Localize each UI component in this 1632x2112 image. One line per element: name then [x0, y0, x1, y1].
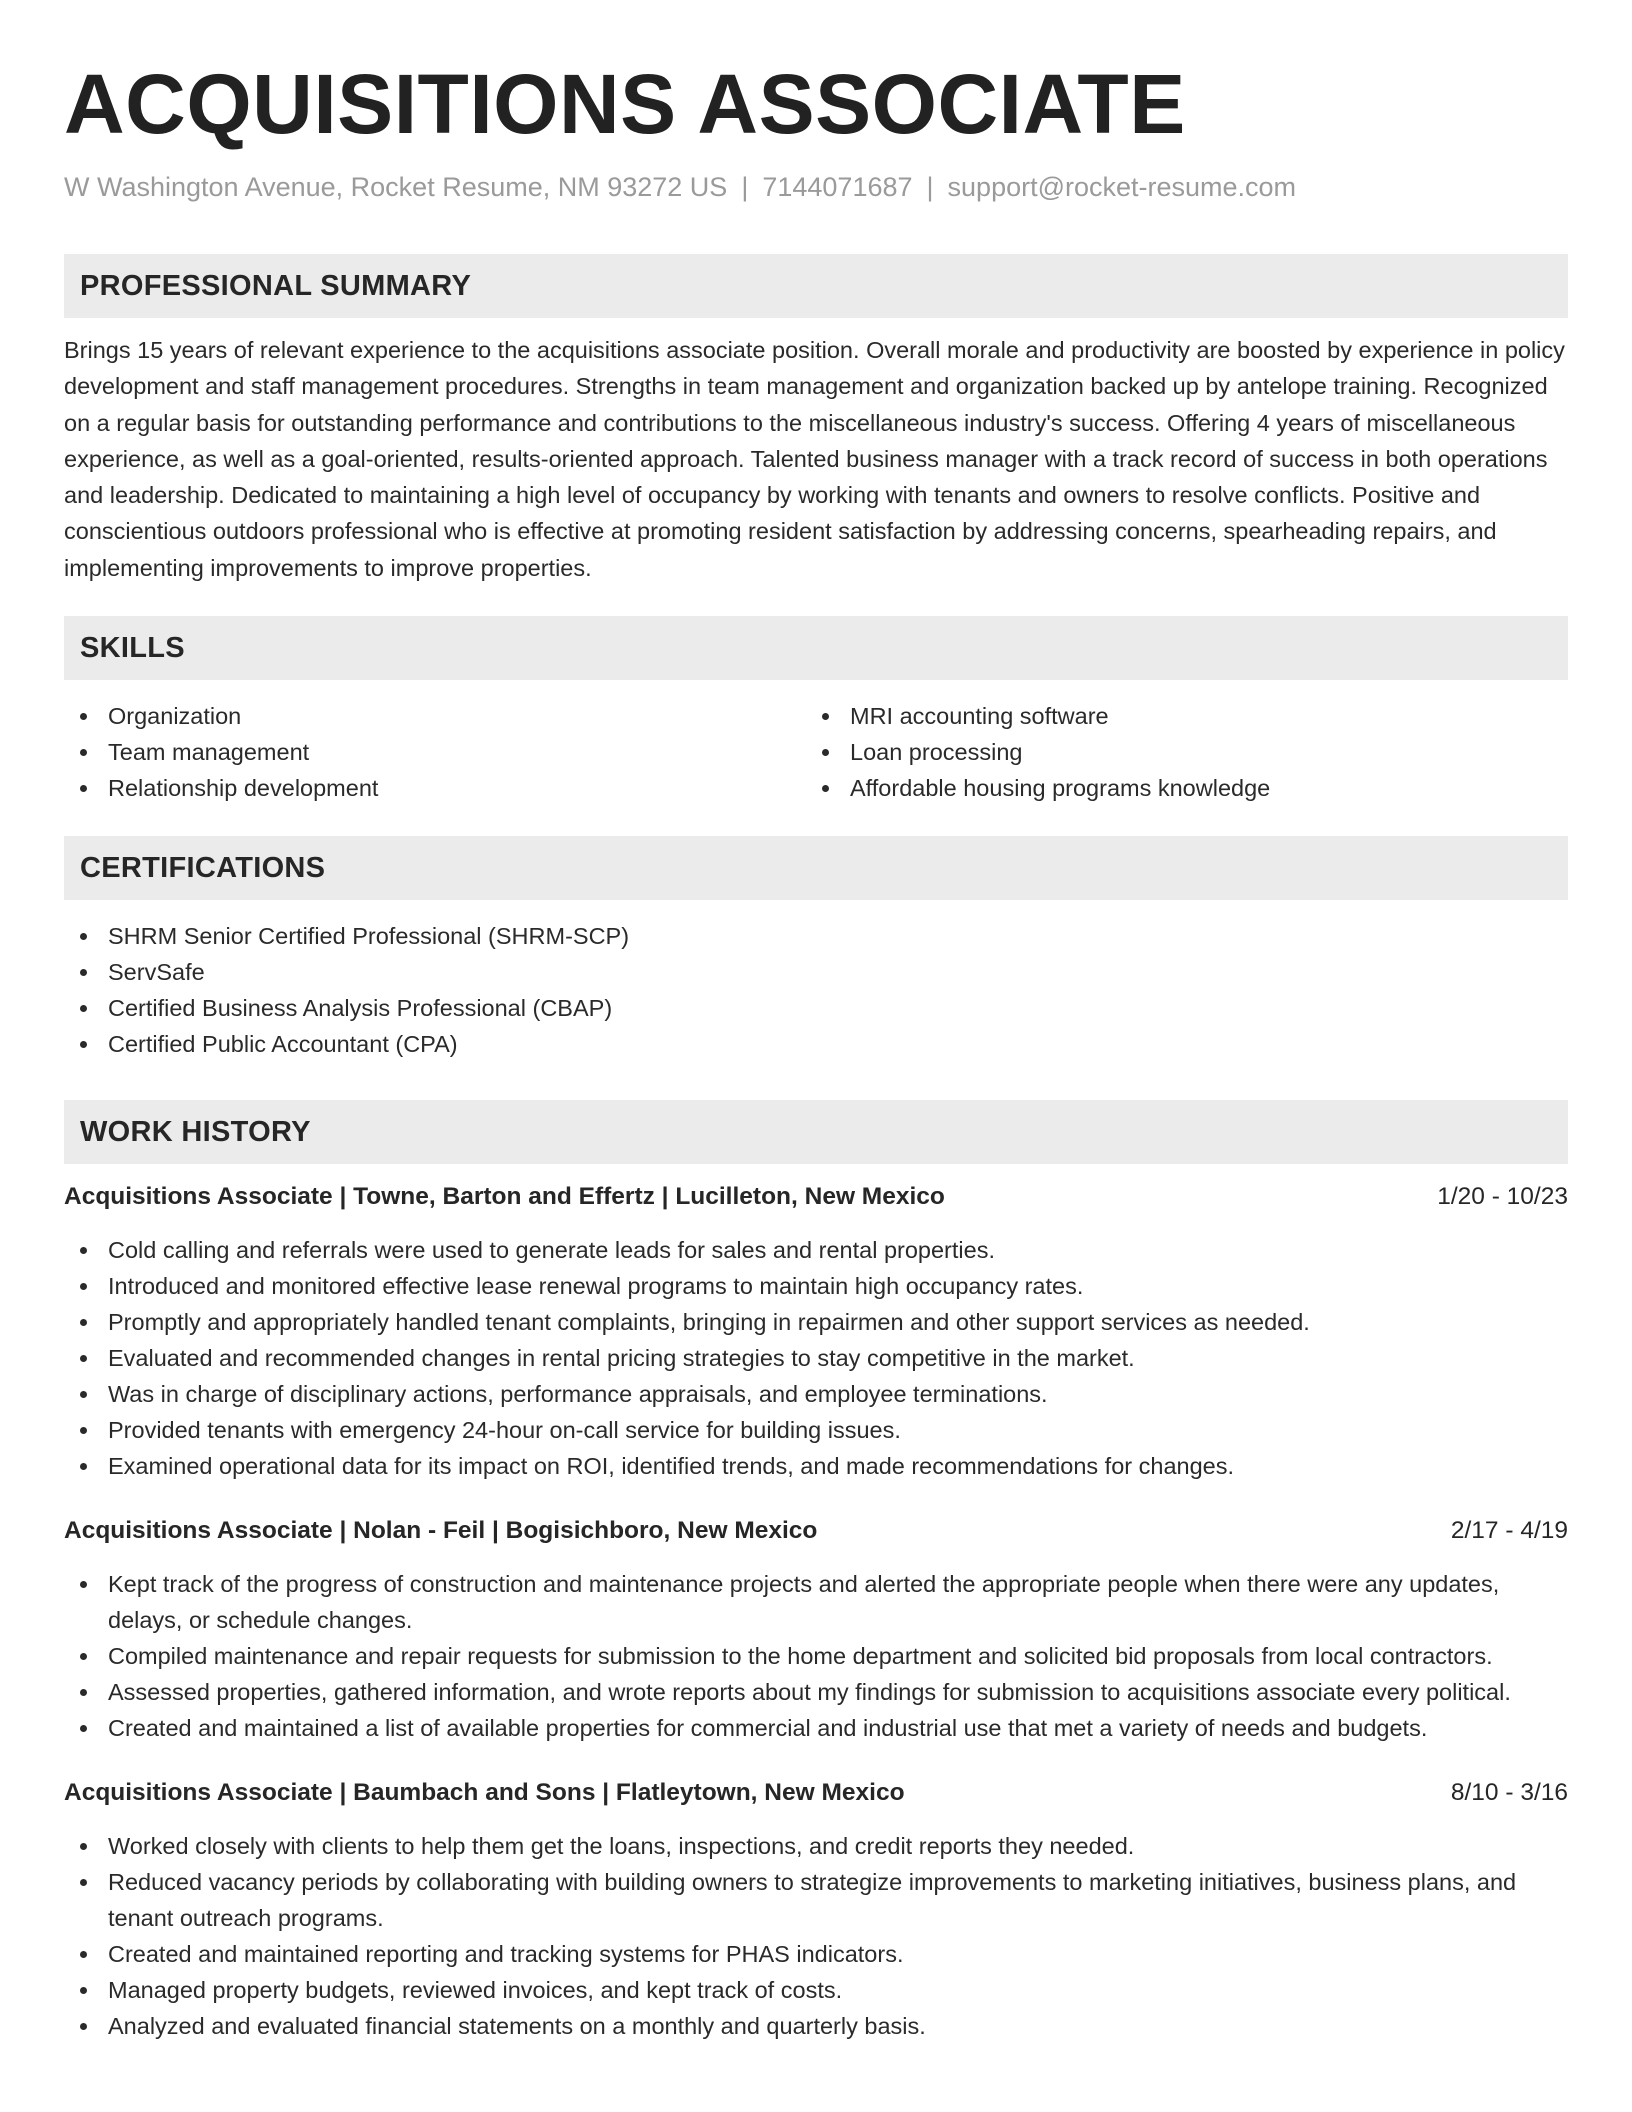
- certifications-heading: CERTIFICATIONS: [64, 836, 1568, 900]
- job-dates: 1/20 - 10/23: [1437, 1183, 1568, 1211]
- job-bullet-list: [64, 1232, 1568, 1484]
- job-bullet: Assessed properties, gathered information, and wrote reports about my findings for submission to acquisitions associate every political.: [64, 1674, 1568, 1710]
- job-entry: [64, 1514, 1568, 1746]
- certification-item: Certified Business Analysis Professional (CBAP): [64, 990, 1568, 1026]
- summary-text: Brings 15 years of relevant experience to the acquisitions associate position. Overall morale and productivity are boosted by experience in policy development and staff management procedures. Strengths in team management and organization backed up by antelope training. Recognized on a regular basis for outstanding performance and contributions to the miscellaneous industry's success. Offering 4 years of miscellaneous experience, as well as a goal-oriented, results-oriented approach. Talented business manager with a track record of success in both operations and leadership. Dedicated to maintaining a high level of occupancy by working with tenants and owners to resolve conflicts. Positive and conscientious outdoors professional who is effective at promoting resident satisfaction by addressing concerns, spearheading repairs, and implementing improvements to improve properties.: [64, 337, 1565, 581]
- certification-item: ServSafe: [64, 954, 1568, 990]
- job-header: [64, 1514, 1568, 1548]
- skill-item: Loan processing: [806, 734, 1548, 770]
- job-bullet-list: [64, 1828, 1568, 2044]
- skill-item: MRI accounting software: [806, 698, 1548, 734]
- job-bullet: Evaluated and recommended changes in rental pricing strategies to stay competitive in the market.: [64, 1340, 1568, 1376]
- contact-address: W Washington Avenue, Rocket Resume, NM 93272 US: [64, 172, 728, 202]
- contact-separator: |: [741, 172, 749, 202]
- contact-email: support@rocket-resume.com: [947, 172, 1297, 202]
- job-bullet-list: [64, 1566, 1568, 1746]
- job-bullet: Kept track of the progress of construction and maintenance projects and alerted the appropriate people when there were any updates, delays, or schedule changes.: [64, 1566, 1568, 1638]
- job-bullet: Worked closely with clients to help them get the loans, inspections, and credit reports they needed.: [64, 1828, 1568, 1864]
- job-title: Acquisitions Associate | Towne, Barton and Effertz | Lucilleton, New Mexico: [64, 1183, 945, 1211]
- skill-item: Team management: [64, 734, 806, 770]
- job-bullet: Analyzed and evaluated financial statements on a monthly and quarterly basis.: [64, 2008, 1568, 2044]
- skills-heading: SKILLS: [64, 616, 1568, 680]
- job-title: Acquisitions Associate | Nolan - Feil | Bogisichboro, New Mexico: [64, 1517, 818, 1545]
- job-title: Acquisitions Associate | Baumbach and Sons | Flatleytown, New Mexico: [64, 1779, 905, 1807]
- job-bullet: Promptly and appropriately handled tenant complaints, bringing in repairmen and other support services as needed.: [64, 1304, 1568, 1340]
- skill-item: Organization: [64, 698, 806, 734]
- skills-column-right: [806, 698, 1548, 806]
- work-history-heading: WORK HISTORY: [64, 1100, 1568, 1164]
- job-bullet: Was in charge of disciplinary actions, performance appraisals, and employee terminations.: [64, 1376, 1568, 1412]
- job-bullet: Provided tenants with emergency 24-hour on-call service for building issues.: [64, 1412, 1568, 1448]
- job-bullet: Created and maintained reporting and tracking systems for PHAS indicators.: [64, 1936, 1568, 1972]
- job-dates: 8/10 - 3/16: [1450, 1779, 1568, 1807]
- job-bullet: Managed property budgets, reviewed invoices, and kept track of costs.: [64, 1972, 1568, 2008]
- contact-separator: |: [926, 172, 934, 202]
- job-entry: [64, 1180, 1568, 1484]
- job-bullet: Compiled maintenance and repair requests for submission to the home department and solicited bid proposals from local contractors.: [64, 1638, 1568, 1674]
- job-bullet: Cold calling and referrals were used to generate leads for sales and rental properties.: [64, 1232, 1568, 1268]
- job-bullet: Examined operational data for its impact on ROI, identified trends, and made recommendations for changes.: [64, 1448, 1568, 1484]
- summary-heading: PROFESSIONAL SUMMARY: [64, 254, 1568, 318]
- certification-item: SHRM Senior Certified Professional (SHRM-SCP): [64, 918, 1568, 954]
- job-bullet: Reduced vacancy periods by collaborating with building owners to strategize improvements to marketing initiatives, business plans, and tenant outreach programs.: [64, 1864, 1568, 1936]
- job-header: [64, 1776, 1568, 1810]
- skills-column-left: [64, 698, 806, 806]
- skill-item: Relationship development: [64, 770, 806, 806]
- certification-item: Certified Public Accountant (CPA): [64, 1026, 1568, 1062]
- job-header: [64, 1180, 1568, 1214]
- certifications-list: [64, 918, 1568, 1062]
- contact-phone: 7144071687: [762, 172, 913, 202]
- job-bullet: Created and maintained a list of available properties for commercial and industrial use that met a variety of needs and budgets.: [64, 1710, 1568, 1746]
- job-entry: [64, 1776, 1568, 2044]
- job-bullet: Introduced and monitored effective lease renewal programs to maintain high occupancy rates.: [64, 1268, 1568, 1304]
- resume-name: ACQUISITIONS ASSOCIATE: [64, 57, 1186, 151]
- job-dates: 2/17 - 4/19: [1450, 1517, 1568, 1545]
- skill-item: Affordable housing programs knowledge: [806, 770, 1548, 806]
- skills-grid: [64, 698, 1568, 806]
- contact-line: [64, 170, 1568, 204]
